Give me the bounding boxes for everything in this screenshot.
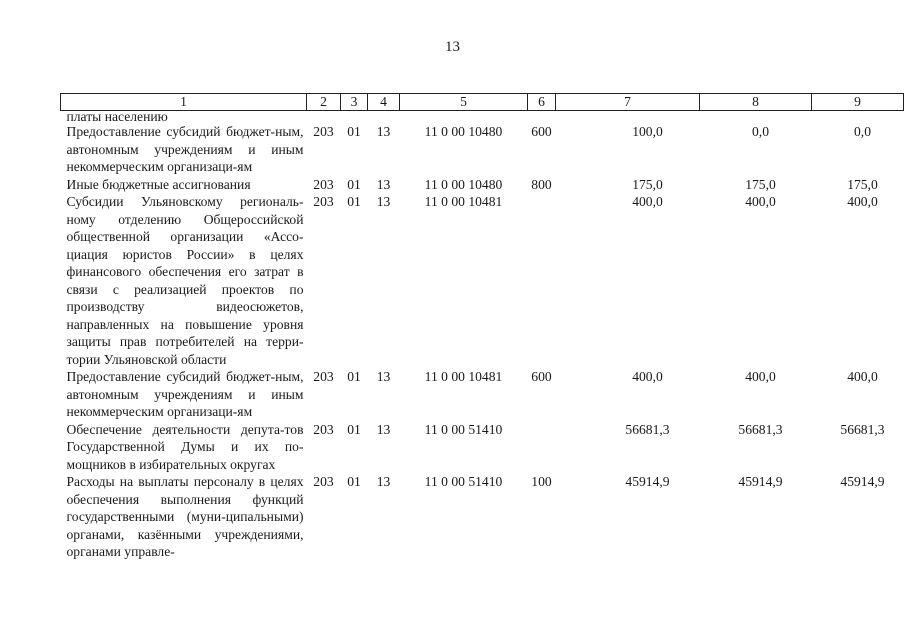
row-value-9: 0,0 — [854, 124, 871, 139]
header-col-6: 6 — [528, 94, 556, 111]
row-value-7: 400,0 — [632, 194, 663, 209]
row-code-2: 203 — [313, 369, 334, 384]
table-row — [61, 473, 904, 561]
row-value-9: 56681,3 — [840, 421, 885, 437]
row-value-7: 400,0 — [632, 369, 663, 384]
row-value-8: 400,0 — [745, 369, 776, 384]
table-body — [61, 111, 904, 561]
row-value-8: 175,0 — [745, 176, 776, 192]
page-number: 13 — [445, 39, 460, 55]
row-code-3: 01 — [347, 421, 361, 437]
row-value-8: 56681,3 — [738, 421, 783, 437]
header-col-3: 3 — [341, 94, 368, 111]
table-row — [61, 368, 904, 421]
row-code-5: 11 0 00 10480 — [424, 176, 503, 192]
row-value-7: 45914,9 — [625, 474, 670, 489]
row-code-4: 13 — [376, 474, 391, 489]
row-value-7: 175,0 — [632, 176, 663, 192]
row-value-7 — [556, 111, 700, 124]
table-row — [61, 176, 904, 194]
row-value-8: 400,0 — [745, 194, 776, 209]
row-code-3: 01 — [347, 124, 361, 139]
row-value-7: 56681,3 — [625, 421, 670, 437]
budget-table — [60, 93, 904, 561]
row-code-2: 203 — [313, 421, 334, 437]
row-code-4: 13 — [376, 421, 391, 437]
row-value-7: 100,0 — [632, 124, 663, 139]
row-code-6 — [528, 111, 556, 124]
row-code-3: 01 — [347, 176, 361, 192]
row-name: Предоставление субсидий бюджет-ным, автономным учреждениям и иным некоммерческим организаци-ям — [66, 369, 304, 419]
row-code-4: 13 — [376, 176, 391, 192]
row-value-8: 0,0 — [752, 124, 769, 139]
header-col-2: 2 — [307, 94, 341, 111]
row-code-5: 11 0 00 10481 — [424, 194, 503, 209]
header-col-7: 7 — [556, 94, 700, 111]
table-row — [61, 111, 904, 124]
row-name: Расходы на выплаты персоналу в целях обеспечения выполнения функций государственными (муни-ципальными) органами, казёнными учреждениями, органами управле- — [66, 474, 304, 559]
row-name: Субсидии Ульяновскому региональ-ному отделению Общероссийской общественной организации «Ассо-циация юристов России» в целях финансового обеспечения его затрат в связи с реализацией проектов по производству видеосюжетов, направленных на повышение уровня защиты прав потребителей на терри-тории Ульяновской области — [66, 194, 304, 367]
table-row — [61, 123, 904, 176]
row-code-3: 01 — [347, 474, 361, 489]
row-value-9 — [812, 111, 904, 124]
row-code-2: 203 — [313, 474, 334, 489]
header-col-9: 9 — [812, 94, 904, 111]
header-col-4: 4 — [368, 94, 400, 111]
row-code-2: 203 — [313, 124, 334, 139]
row-name: Иные бюджетные ассигнования — [66, 176, 251, 192]
row-code-6: 600 — [531, 369, 552, 384]
row-code-5: 11 0 00 10480 — [424, 124, 503, 139]
table-row — [61, 193, 904, 368]
header-col-5: 5 — [400, 94, 528, 111]
row-value-8 — [700, 111, 812, 124]
row-code-3: 01 — [347, 194, 361, 209]
row-code-4: 13 — [376, 369, 391, 384]
row-code-5 — [400, 111, 528, 124]
row-value-9: 400,0 — [847, 369, 878, 384]
table-row — [61, 421, 904, 474]
row-code-4: 13 — [376, 124, 391, 139]
row-code-5: 11 0 00 10481 — [424, 369, 503, 384]
row-code-5: 11 0 00 51410 — [424, 474, 503, 489]
row-code-6: 600 — [531, 124, 552, 139]
row-value-8: 45914,9 — [738, 474, 783, 489]
row-code-2 — [307, 111, 341, 124]
row-code-6 — [528, 193, 556, 368]
row-code-6: 800 — [531, 176, 552, 192]
row-value-9: 400,0 — [847, 194, 878, 209]
row-code-5: 11 0 00 51410 — [424, 421, 503, 437]
header-col-1: 1 — [61, 94, 307, 111]
row-value-9: 175,0 — [847, 176, 878, 192]
header-col-8: 8 — [700, 94, 812, 111]
row-code-6: 100 — [531, 474, 552, 489]
row-code-4: 13 — [376, 194, 391, 209]
row-name: Обеспечение деятельности депута-тов Государственной Думы и их по-мощников в избирательных округах — [66, 421, 304, 472]
row-value-9: 45914,9 — [840, 474, 885, 489]
row-code-3: 01 — [347, 369, 361, 384]
row-code-3 — [341, 111, 368, 124]
row-code-2: 203 — [313, 176, 334, 192]
table-header — [61, 94, 904, 111]
row-name: Предоставление субсидий бюджет-ным, автономным учреждениям и иным некоммерческим организаци-ям — [66, 124, 304, 174]
row-code-2: 203 — [313, 194, 334, 209]
row-code-4 — [368, 111, 400, 124]
row-code-6 — [528, 421, 556, 474]
row-name: платы населению — [66, 109, 168, 124]
